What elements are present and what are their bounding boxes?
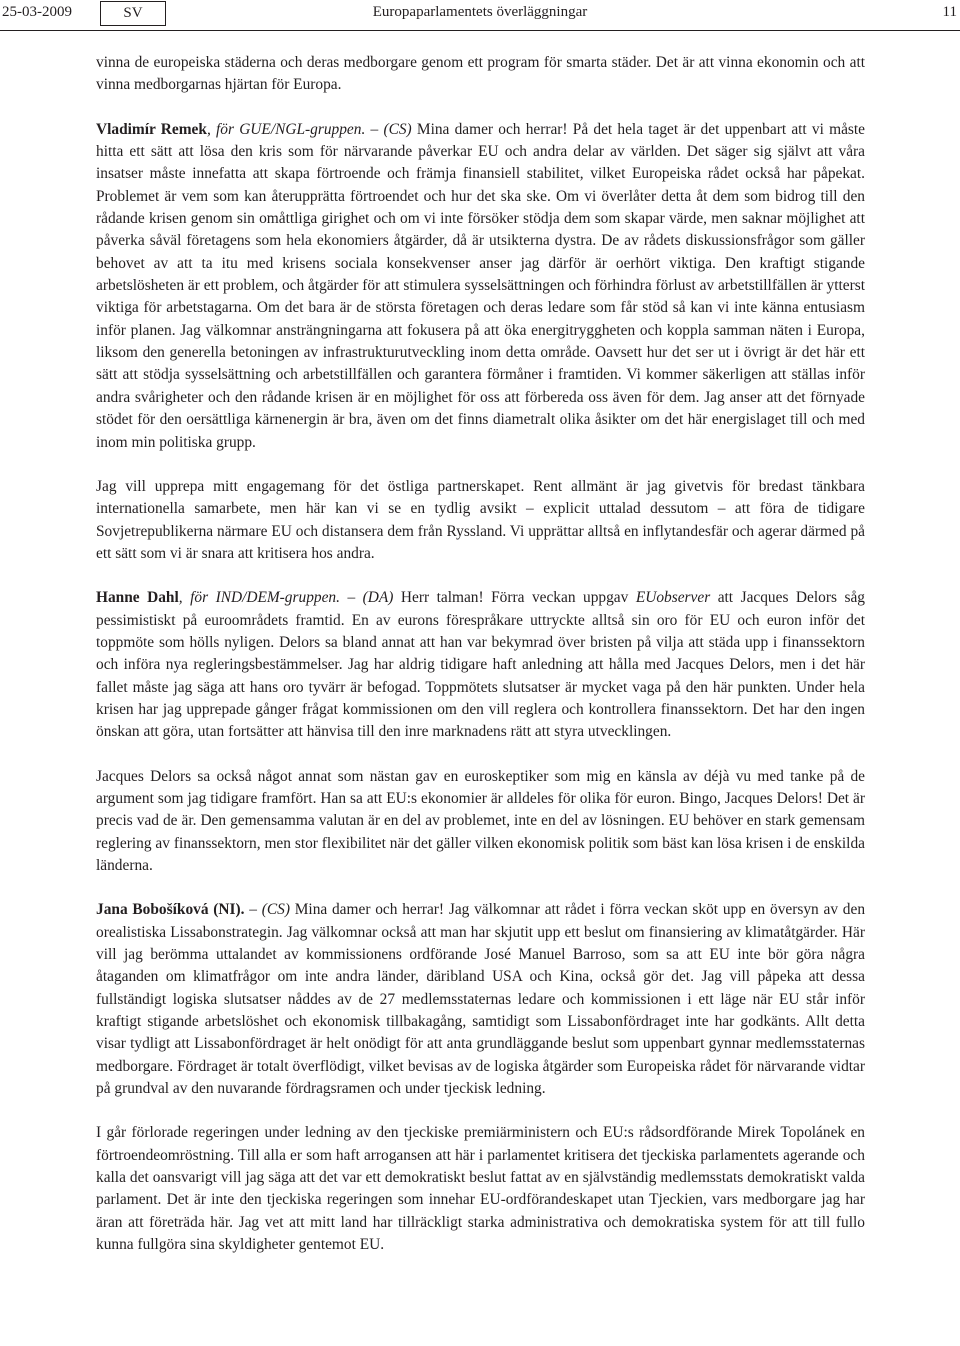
paragraph-text: Jag vill upprepa mitt engagemang för det östliga partnerskapet. Rent allmänt är jag givetvis för bredast tänkbara internationella samarbete, men här kan vi se en tydlig avsikt – explicit uttalad dessutom – att föra de tidigare Sovjetrepublikerna närmare EU och distansera dem från Ryssland. Vi upprättar alltså en inflytandesfär och agerar därmed på ett sätt som vi är snara att kritisera hos andra.: [96, 477, 865, 562]
paragraph-text: vinna de europeiska städerna och deras medborgare genom ett program för smarta städer. Det är att vinna ekonomin och att vinna medborgarnas hjärtan för Europa.: [96, 54, 865, 94]
speech-text: att Jacques Delors såg pessimistiskt på euroområdets framtid. En av eurons förespråkare uttryckte alltså sin oro för EU och euron inför det toppmöte som hölls nyligen. Delors sa bland annat att han var bekymrad över bristen på vilja att städa upp i finanssektorn och införa nya regleringsbestämmelser. Jag har aldrig tidigare haft anledning att hålla med Jacques Delors, men i det här fallet måste jag säga att hans oro tyvärr är befogad. Toppmötets slutsatser är mycket vaga på den här punkten. Under hela krisen har jag upprepade gånger frågat kommissionen om den vill reglera och kontrollera finanssektorn. Det har den ingen önskan att göra, utan fortsätter att hänvisa till den inre marknadens rätt att styra utvecklingen.: [96, 589, 865, 741]
debate-text: [96, 52, 865, 1279]
speaker-name: Vladimír Remek: [96, 120, 207, 138]
speech-bobosikova: [96, 899, 865, 1100]
language-code: (CS): [261, 901, 290, 919]
speech-dahl: [96, 587, 865, 743]
speech-remek: [96, 119, 865, 454]
header-title: Europaparlamentets överläggningar: [372, 4, 588, 20]
paragraph: [96, 52, 865, 97]
language-code: (CS): [383, 120, 412, 138]
speech-dash: –: [244, 901, 262, 919]
language-code: (DA): [362, 589, 394, 607]
speech-text: Mina damer och herrar! Jag välkomnar att rådet i förra veckan sköt upp en översyn av den orealistiska Lissabonstrategin. Jag välkomnar också att man har skjutit upp ett beslut om finansiering av klimatåtgärder. Här vill jag berömma uttalandet av kommissionens ordförande José Manuel Barroso, som sa att EU inte bör göra några åtaganden om klimatfrågor om inte andra länder, däribland USA och Kina, också gör det. Jag vill påpeka att dessa fullständigt logiska slutsatser nåddes av de 27 medlemsstaternas ledare och kommissionen i ett läge när EU står inför kraftigt stigande arbetslöshet och ekonomisk tillbakagång, samtidigt som Lissabonfördraget inte har godkänts. Allt detta visar tydligt att Lissabonfördraget är helt onödigt för att anta grundläggande beslut som uppenbart gynnar medlemsstaternas medborgare. Fördraget är totalt överflödigt, vilket bevisas av de logiska åtgärder som Europeiska rådet för närvarande vidtar på grundval av den nuvarande fördragsramen och under tjeckisk ledning.: [96, 901, 866, 1098]
paragraph: [96, 766, 865, 878]
page-number: 11: [942, 4, 957, 20]
speaker-group: , för IND/DEM-gruppen.: [178, 589, 340, 607]
paragraph-text: I går förlorade regeringen under ledning av den tjeckiske premiärministern och EU:s rådsordförande Mirek Topolánek en förtroendeomröstning. Till alla er som haft arrogansen att här i parlamentet kritisera det tjeckiska parlamentets agerande och kalla det oansvarigt vill jag säga att det var ett demokratiskt beslut fattat av en självständig medlemsstats demokratiskt valda parlament. Det är inte den tjeckiska regeringen som innehar EU-ordförandeskapet utan Tjeckien, vars medborgare jag har äran att företräda här. Jag vet att mitt land har tillräckligt starka administrativa och demokratiska system för att till fullo kunna fullgöra sina skyldigheter gentemot EU.: [96, 1124, 865, 1254]
paragraph: [96, 1122, 865, 1256]
speech-dash: –: [339, 589, 363, 607]
speaker-name: Jana Bobošíková (NI).: [96, 901, 245, 919]
paragraph: [96, 476, 865, 565]
header-date: 25-03-2009: [2, 4, 72, 20]
speech-dash: –: [365, 120, 384, 138]
speaker-name: Hanne Dahl: [96, 589, 179, 607]
paragraph-text: Jacques Delors sa också något annat som nästan gav en euroskeptiker som mig en känsla av déjà vu med tanke på de argument som jag tidigare framfört. Han sa att EU:s ekonomier är alldeles för olika för euron. Bingo, Jacques Delors! Det är precis vad de är. Den gemensamma valutan är en del av problemet, inte en del av lösningen. EU behöver en stark gemensam reglering av finanssektorn, men stor flexibilitet när det gäller vilken ekonomisk politik som bäst kan lösa krisen i de enskilda länderna.: [96, 767, 865, 874]
speech-text: Mina damer och herrar! På det hela taget är det uppenbart att vi måste hitta ett sätt att lösa den kris som för närvarande påverkar EU och andra delar av världen. Det säger sig självt att våra insatser måste innefatta att skapa förtroende och främja finansiell stabilitet, vilket Europeiska rådet också har påpekat. Problemet är vem som kan återupprätta förtroendet och hur det ska ske. Om vi överlåter detta åt dem som bidrog till den rådande krisen genom sin omåttliga girighet och om vi inte försöker stödja dem som skapar värde, men saknar möjlighet att påverka såväl företagens som hela ekonomiers åtgärder, då är utsikterna dystra. De av rådets diskussionsfrågor som gäller behovet av att ta itu med krisens sociala konsekvenser anser jag därför är oerhört viktiga. Den kraftigt stigande arbetslösheten är ett problem, och åtgärder för att stimulera sysselsättningen och förhindra förlust av arbetstillfällen är ytterst viktiga för arbetstagarna. Om det bara är de största företagen och deras ledare som får stöd så kan vi inte känna entusiasm inför planen. Jag välkomnar ansträngningarna att fokusera på att öka energitryggheten och koppla samman näten i Europa, liksom den generella betoningen av infrastrukturutveckling inom detta område. Oavsett hur det ser ut i övrigt är det här ett sätt att stödja sysselsättning och arbetstillfällen och garantera förmåner i framtiden. Vi kommer säkerligen att ställas inför andra svårigheter och den rådande krisen är en möjlighet för oss att förbereda oss även för dem. Jag anser att det förnyade stödet för den oersättliga kärnenergin är bra, även om det finns diametralt olika åsikter om det här energislaget till och med inom min politiska grupp.: [96, 120, 866, 451]
language-badge: SV: [100, 1, 166, 26]
page-header: [0, 0, 960, 31]
publication-name: EUobserver: [635, 589, 711, 607]
speaker-group: , för GUE/NGL-gruppen.: [206, 120, 366, 138]
speech-text-intro: Herr talman! Förra veckan uppgav: [393, 589, 636, 607]
